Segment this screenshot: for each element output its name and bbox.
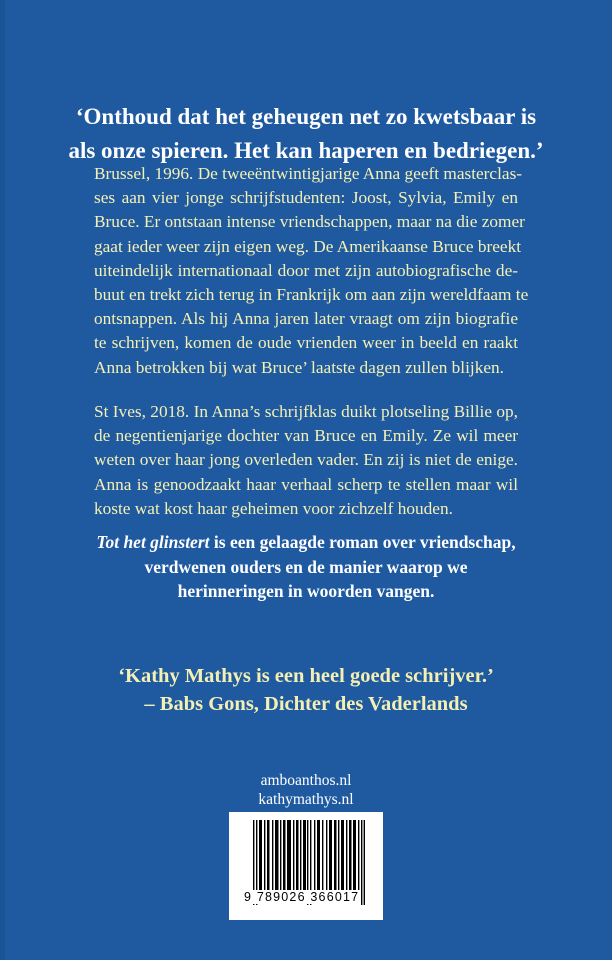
text-line: uiteindelijk internationaal door met zijn autobiografische de- xyxy=(94,260,518,280)
text-line: buut en trekt zich terug in Frankrijk om aan zijn wereldfaam te xyxy=(94,285,529,305)
website-links xyxy=(200,771,412,809)
text-line: koste wat kost haar geheimen voor zichzelf houden. xyxy=(94,498,453,518)
text-line: Bruce. Er ontstaan intense vriendschappen, maar na die zomer xyxy=(94,212,525,232)
synopsis-paragraph-2 xyxy=(94,400,518,521)
text-line: ses aan vier jonge schrijfstudenten: Joost, Sylvia, Emily en xyxy=(94,188,518,208)
blurb-quote: ‘Kathy Mathys is een heel goede schrijver.’ xyxy=(118,665,494,687)
text-line: gaat ieder weer zijn eigen weg. De Amerikaanse Bruce breekt xyxy=(94,236,522,256)
text-line: te schrijven, komen de oude vrienden weer in beeld en raakt xyxy=(94,333,518,353)
text-line: St Ives, 2018. In Anna’s schrijfklas duikt plotseling Billie op, xyxy=(94,402,518,421)
review-blurb xyxy=(60,662,552,718)
text-line: ontsnappen. Als hij Anna jaren later vraagt om zijn biografie xyxy=(94,309,518,329)
author-url[interactable]: kathymathys.nl xyxy=(258,791,354,808)
text-line: Brussel, 1996. De tweeëntwintigjarige Anna geeft masterclas- xyxy=(94,164,523,183)
text-line: weten over haar jong overleden vader. En zij is niet de enige. xyxy=(94,450,518,470)
summary-line xyxy=(60,530,552,555)
book-title: Tot het glinstert xyxy=(96,532,210,552)
publisher-url[interactable]: amboanthos.nl xyxy=(260,772,352,789)
quote-line: als onze spieren. Het kan haperen en bedriegen.’ xyxy=(68,138,544,163)
text-line: Anna is genoodzaakt haar verhaal scherp te stellen maar wil xyxy=(94,474,518,494)
summary-line: herinneringen in woorden vangen. xyxy=(177,581,435,601)
isbn-barcode xyxy=(229,812,383,920)
synopsis-paragraph-1 xyxy=(94,162,529,380)
summary-text: is een gelaagde roman over vriendschap, xyxy=(209,532,516,552)
summary-line: verdwenen ouders en de manier waarop we xyxy=(144,556,468,577)
cover-edge xyxy=(0,0,5,960)
text-line: Anna betrokken bij wat Bruce’ laatste dagen zullen blijken. xyxy=(94,357,504,377)
text-line: de negentienjarige dochter van Bruce en Emily. Ze wil meer xyxy=(94,426,518,446)
book-summary xyxy=(60,530,552,604)
opening-quote xyxy=(60,100,552,168)
quote-line: ‘Onthoud dat het geheugen net zo kwetsbaar is xyxy=(75,104,537,129)
blurb-attribution: – Babs Gons, Dichter des Vaderlands xyxy=(144,693,468,715)
isbn-number: 9 789026 366017 xyxy=(244,890,360,904)
